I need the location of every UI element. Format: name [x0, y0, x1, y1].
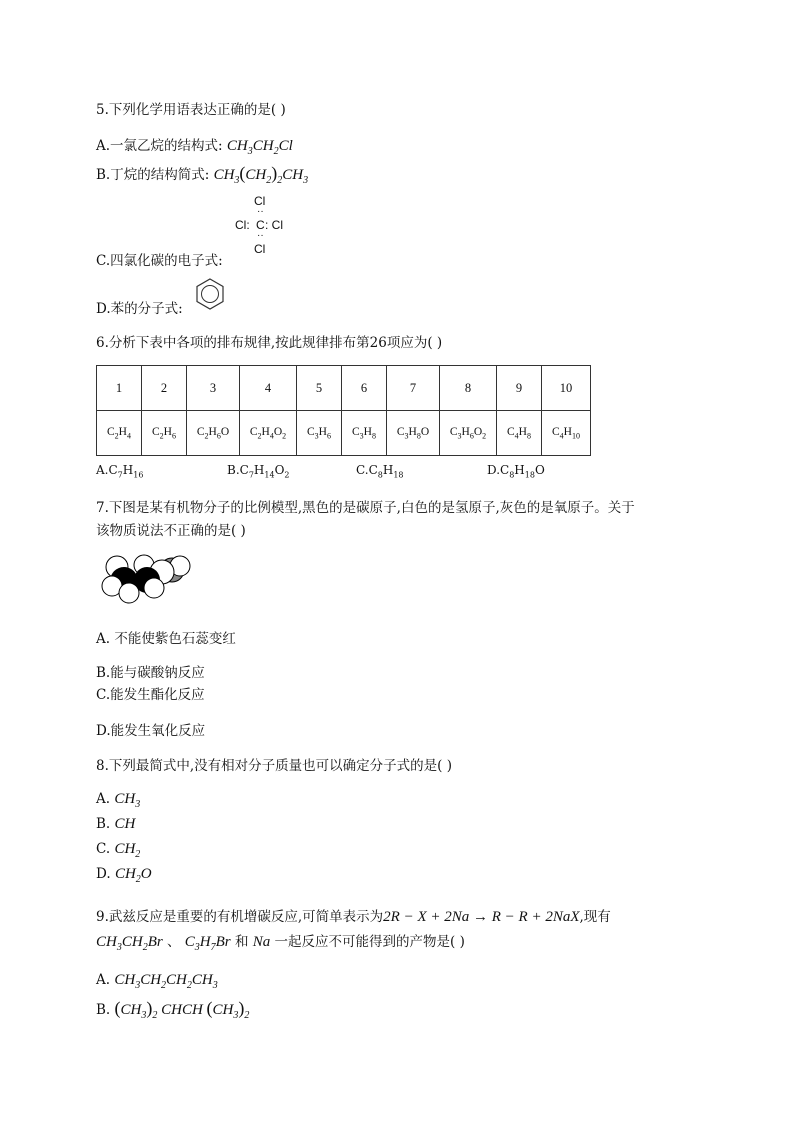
q8-option-d — [96, 866, 152, 885]
lewis-cl-left: Cl: — [235, 218, 250, 232]
q6-cell: $C_3H_8$ — [342, 411, 387, 456]
q9-stem-post: ,现有 — [579, 909, 611, 925]
q6-cell: $C_3H_6$ — [297, 411, 342, 456]
q6-header-10: 10 — [542, 366, 591, 411]
q6-option-d: $D.C_8H_{18}O$ — [487, 463, 545, 480]
q7-stem-line2: 该物质说法不正确的是( ) — [96, 523, 246, 539]
lewis-dots-top: ·· — [257, 206, 264, 217]
lewis-cl-right: : Cl — [265, 218, 283, 232]
q6-header-7: 7 — [387, 366, 440, 411]
q8-option-a-formula: $CH_3$ — [114, 791, 141, 810]
q6-cell: $C_2H_6O$ — [187, 411, 240, 456]
q9-option-a — [96, 972, 218, 991]
q5-stem: 5.下列化学用语表达正确的是( ) — [96, 102, 286, 118]
q7-option-b: B.能与碳酸钠反应 — [96, 665, 205, 681]
q8-option-c-formula: $CH_2$ — [114, 841, 141, 860]
q5-option-d-label: D.苯的分子式: — [96, 301, 183, 317]
q6-cell: $C_2H_4O_2$ — [240, 411, 297, 456]
q9-reactant-3: Na — [252, 934, 271, 950]
q9-option-a-formula: $CH_3CH_2CH_2CH_3$ — [114, 972, 218, 991]
q8-option-b-formula: CH — [114, 816, 136, 832]
q9-and: 和 — [234, 934, 249, 950]
benzene-ring-icon — [193, 277, 227, 311]
q9-stem-pre: 9.武兹反应是重要的有机增碳反应,可简单表示为 — [96, 909, 384, 925]
q6-stem: 6.分析下表中各项的排布规律,按此规律排布第26项应为( ) — [96, 335, 443, 351]
q7-option-d: D.能发生氧化反应 — [96, 723, 206, 739]
q9-reaction-equation: 2R − X + 2Na → R − R + 2NaX — [383, 909, 580, 925]
lewis-dots-bottom: ·· — [257, 230, 264, 241]
q8-option-a — [96, 791, 140, 810]
q9-option-b — [96, 998, 249, 1021]
q6-header-1: 1 — [97, 366, 142, 411]
q6-cell: $C_4H_8$ — [497, 411, 542, 456]
q6-header-2: 2 — [142, 366, 187, 411]
lewis-cl-bottom: Cl — [254, 242, 266, 256]
q9-stem-line2 — [96, 930, 465, 953]
q8-option-d-label: D. — [96, 866, 111, 882]
q9-stem-line1 — [96, 905, 611, 926]
q6-header-4: 4 — [240, 366, 297, 411]
q7-option-c: C.能发生酯化反应 — [96, 687, 205, 703]
q5-option-a-label: A.一氯乙烷的结构式: — [96, 138, 223, 154]
q9-separator: 、 — [166, 934, 181, 950]
q6-option-a: $A.C_7H_{16}$ — [96, 463, 144, 480]
q8-option-a-label: A. — [96, 791, 111, 807]
q5-option-a-formula: $CH_3CH_2Cl$ — [226, 138, 293, 157]
q7-stem-line1: 7.下图是某有机物分子的比例模型,黑色的是碳原子,白色的是氢原子,灰色的是氧原子。关于 — [96, 500, 635, 516]
q6-cell: $C_4H_{10}$ — [542, 411, 591, 456]
q8-option-c-label: C. — [96, 841, 111, 857]
q9-option-b-label: B. — [96, 1002, 111, 1018]
q6-header-5: 5 — [297, 366, 342, 411]
q6-header-6: 6 — [342, 366, 387, 411]
q6-cell: $C_3H_8O$ — [387, 411, 440, 456]
q8-option-c — [96, 841, 140, 860]
q5-option-a — [96, 134, 293, 157]
q9-option-a-label: A. — [96, 972, 111, 988]
q6-header-8: 8 — [440, 366, 497, 411]
q8-stem: 8.下列最简式中,没有相对分子质量也可以确定分子式的是( ) — [96, 758, 452, 774]
q9-reactant-1: $CH_3CH_2Br$ — [96, 934, 163, 953]
q6-option-b: $B.C_7H_{14}O_2$ — [227, 463, 290, 480]
q9-option-b-formula: $(CH_3)_2$ CHCH $(CH_3)_2$ — [114, 998, 250, 1021]
q9-stem-post2: 一起反应不可能得到的产物是( ) — [274, 934, 465, 950]
q6-table — [96, 365, 591, 456]
q8-option-b — [96, 816, 135, 833]
q7-option-a: A. 不能使紫色石蕊变红 — [96, 631, 236, 647]
lewis-cl-top: Cl — [254, 194, 266, 208]
q6-option-c: $C.C_8H_{18}$ — [356, 463, 404, 480]
q6-cell: $C_2H_4$ — [97, 411, 142, 456]
q5-option-b-label: B.丁烷的结构简式: — [96, 167, 210, 183]
q6-cell: $C_3H_6O_2$ — [440, 411, 497, 456]
q5-option-c-label: C.四氯化碳的电子式: — [96, 253, 223, 269]
molecule-model-icon — [100, 550, 200, 610]
q8-option-b-label: B. — [96, 816, 111, 832]
q9-reactant-2: $C_3H_7Br$ — [184, 934, 231, 953]
q6-header-9: 9 — [497, 366, 542, 411]
lewis-c-center: C — [256, 218, 265, 232]
q8-option-d-formula: $CH_2O$ — [114, 866, 152, 885]
q5-option-b — [96, 163, 308, 186]
q6-cell: $C_2H_6$ — [142, 411, 187, 456]
q5-option-b-formula: $CH_3(CH_2)_2CH_3$ — [213, 163, 309, 186]
q6-header-3: 3 — [187, 366, 240, 411]
